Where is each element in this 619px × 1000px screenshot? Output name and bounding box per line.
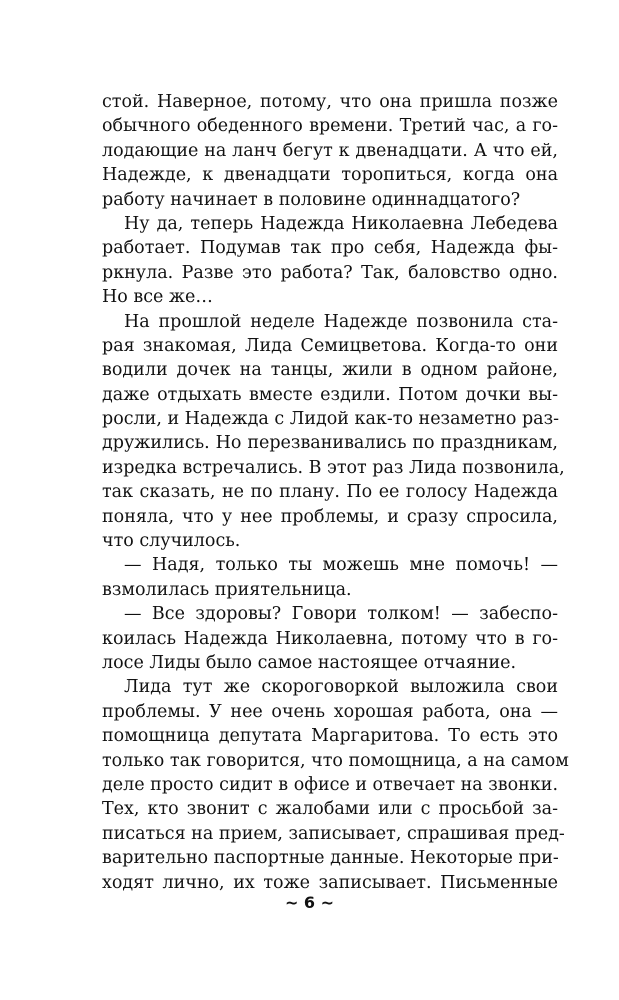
- text-line: изредка встречались. В этот раз Лида позвонила,: [102, 457, 565, 478]
- text-line: Тех, кто звонит с жалобами или с просьбой за-: [102, 799, 558, 820]
- text-line: варительно паспортные данные. Некоторые при-: [102, 848, 559, 869]
- page-number: ~ 6 ~: [284, 893, 335, 912]
- text-line: На прошлой неделе Надежде позвонила ста-: [124, 311, 558, 332]
- text-line: обычного обеденного времени. Третий час, а го-: [102, 116, 558, 137]
- text-line: проблемы. У нее очень хорошая работа, она —: [102, 701, 558, 722]
- text-line: водили дочек на танцы, жили в одном районе,: [102, 360, 558, 381]
- text-line: рая знакомая, Лида Семицветова. Когда-то они: [102, 335, 558, 356]
- text-line: писаться на прием, записывает, спрашивая пред-: [102, 823, 565, 844]
- text-line: дружились. Но перезванивались по праздникам,: [102, 433, 558, 454]
- text-line: так сказать, не по плану. По ее голосу Надежда: [102, 482, 558, 503]
- text-line: росли, и Надежда с Лидой как-то незаметно раз-: [102, 409, 560, 430]
- text-line: только так говорится, что помощница, а на самом: [102, 750, 569, 771]
- text-line: поняла, что у нее проблемы, и сразу спросила,: [102, 506, 558, 527]
- body-text: [102, 90, 569, 895]
- text-line: даже отдыхать вместе ездили. Потом дочки вы-: [102, 384, 558, 405]
- text-line: лодающие на ланч бегут к двенадцати. А что ей,: [102, 140, 558, 161]
- text-line: ркнула. Разве это работа? Так, баловство одно.: [102, 262, 558, 283]
- text-line: — Все здоровы? Говори толком! — забеспо-: [124, 604, 558, 625]
- text-line: лосе Лиды было самое настоящее отчаяние.: [102, 652, 517, 673]
- text-line: — Надя, только ты можешь мне помочь! —: [124, 555, 558, 576]
- text-line: деле просто сидит в офисе и отвечает на звонки.: [102, 774, 559, 795]
- text-line: Ну да, теперь Надежда Николаевна Лебедева: [124, 213, 558, 234]
- text-line: стой. Наверное, потому, что она пришла позже: [102, 92, 558, 112]
- text-line: Надежде, к двенадцати торопиться, когда она: [102, 165, 558, 186]
- text-line: работает. Подумав так про себя, Надежда фы-: [102, 238, 558, 259]
- text-line: взмолилась приятельница.: [102, 579, 352, 600]
- text-line: помощница депутата Маргаритова. То есть это: [102, 726, 558, 747]
- text-line: коилась Надежда Николаевна, потому что в го-: [102, 628, 558, 649]
- text-line: ходят лично, их тоже записывает. Письменные: [102, 872, 558, 893]
- text-line: работу начинает в половине одиннадцатого?: [102, 189, 521, 210]
- text-line: Но все же…: [102, 287, 213, 308]
- text-line: что случилось.: [102, 531, 241, 552]
- text-line: Лида тут же скороговоркой выложила свои: [124, 677, 558, 698]
